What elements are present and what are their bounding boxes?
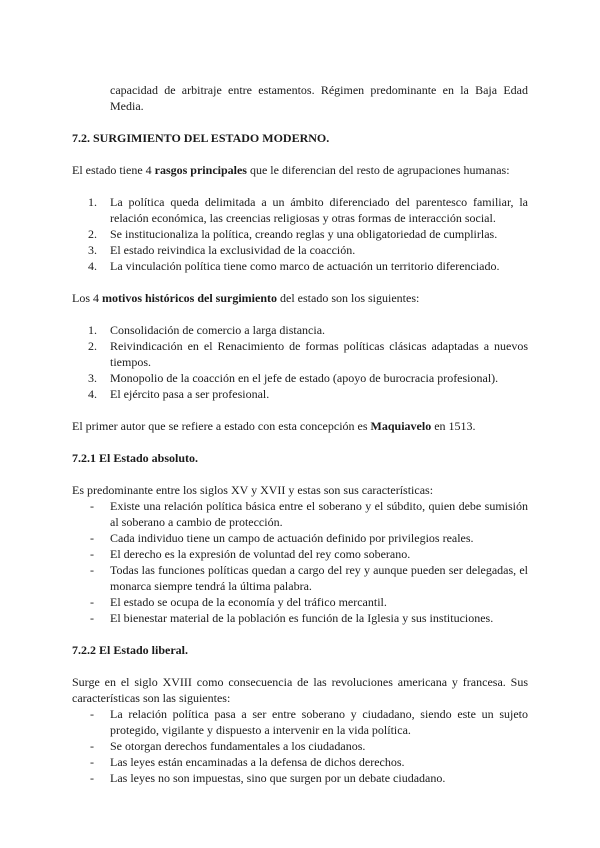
section-7-2-2-heading: 7.2.2 El Estado liberal. <box>72 643 189 657</box>
list-item: 1. Consolidación de comercio a larga distancia. <box>88 323 326 337</box>
list-item: - Cada individuo tiene un campo de actuación definido por privilegios reales. <box>90 531 474 545</box>
rasgos-list <box>72 194 528 274</box>
motivos-intro: Los 4 motivos históricos del surgimiento del estado son los siguientes: <box>72 291 420 305</box>
absoluto-list <box>72 498 528 626</box>
list-item: 3. Monopolio de la coacción en el jefe de estado (apoyo de burocracia profesional). <box>88 371 499 385</box>
list-item: - Existe una relación política básica entre el soberano y el súbdito, quien debe sumisión al soberano a cambio de protección. <box>90 499 528 529</box>
section-7-2-heading: 7.2. SURGIMIENTO DEL ESTADO MODERNO. <box>72 131 330 145</box>
maquiavelo-paragraph: El primer autor que se refiere a estado con esta concepción es Maquiavelo en 1513. <box>72 419 476 433</box>
list-item: 2. Reivindicación en el Renacimiento de formas políticas clásicas adaptadas a nuevos tiempos. <box>88 339 528 369</box>
list-item: - Todas las funciones políticas quedan a cargo del rey y aunque pueden ser delegadas, el monarca siempre tendrá la última palabra. <box>90 563 528 593</box>
list-item: - Las leyes están encaminadas a la defensa de dichos derechos. <box>90 755 405 769</box>
absoluto-intro: Es predominante entre los siglos XV y XVII y estas son sus características: <box>72 483 434 497</box>
list-item: 1. La política queda delimitada a un ámbito diferenciado del parentesco familiar, la relación económica, las creencias religiosas y otras formas de interacción social. <box>88 195 528 225</box>
rasgos-bold: rasgos principales <box>154 163 247 177</box>
list-item: - Se otorgan derechos fundamentales a los ciudadanos. <box>90 739 366 753</box>
motivos-list <box>72 322 528 402</box>
rasgos-intro: El estado tiene 4 rasgos principales que le diferencian del resto de agrupaciones humanas: <box>72 163 510 177</box>
liberal-list <box>72 706 528 786</box>
document-page <box>72 70 528 802</box>
motivos-bold: motivos históricos del surgimiento <box>102 291 277 305</box>
section-7-2-1-heading: 7.2.1 El Estado absoluto. <box>72 451 199 465</box>
maquiavelo-bold: Maquiavelo <box>370 419 432 433</box>
list-item: - El bienestar material de la población es función de la Iglesia y sus instituciones. <box>90 611 494 625</box>
list-item: 4. La vinculación política tiene como marco de actuación un territorio diferenciado. <box>88 259 500 273</box>
continuation-paragraph: capacidad de arbitraje entre estamentos. Régimen predominante en la Baja Edad Media. <box>110 83 528 113</box>
liberal-intro: Surge en el siglo XVIII como consecuencia de las revoluciones americana y francesa. Sus características son las siguientes: <box>72 675 528 705</box>
list-item: - La relación política pasa a ser entre soberano y ciudadano, siendo este un sujeto protegido, vigilante y dispuesto a intervenir en la vida política. <box>90 707 528 737</box>
list-item: 2. Se institucionaliza la política, creando reglas y una obligatoriedad de cumplirlas. <box>88 227 498 241</box>
list-item: - El derecho es la expresión de voluntad del rey como soberano. <box>90 547 411 561</box>
list-item: 3. El estado reivindica la exclusividad de la coacción. <box>88 243 356 257</box>
list-item: 4. El ejército pasa a ser profesional. <box>88 387 270 401</box>
list-item: - El estado se ocupa de la economía y del tráfico mercantil. <box>90 595 387 609</box>
list-item: - Las leyes no son impuestas, sino que surgen por un debate ciudadano. <box>90 771 446 785</box>
